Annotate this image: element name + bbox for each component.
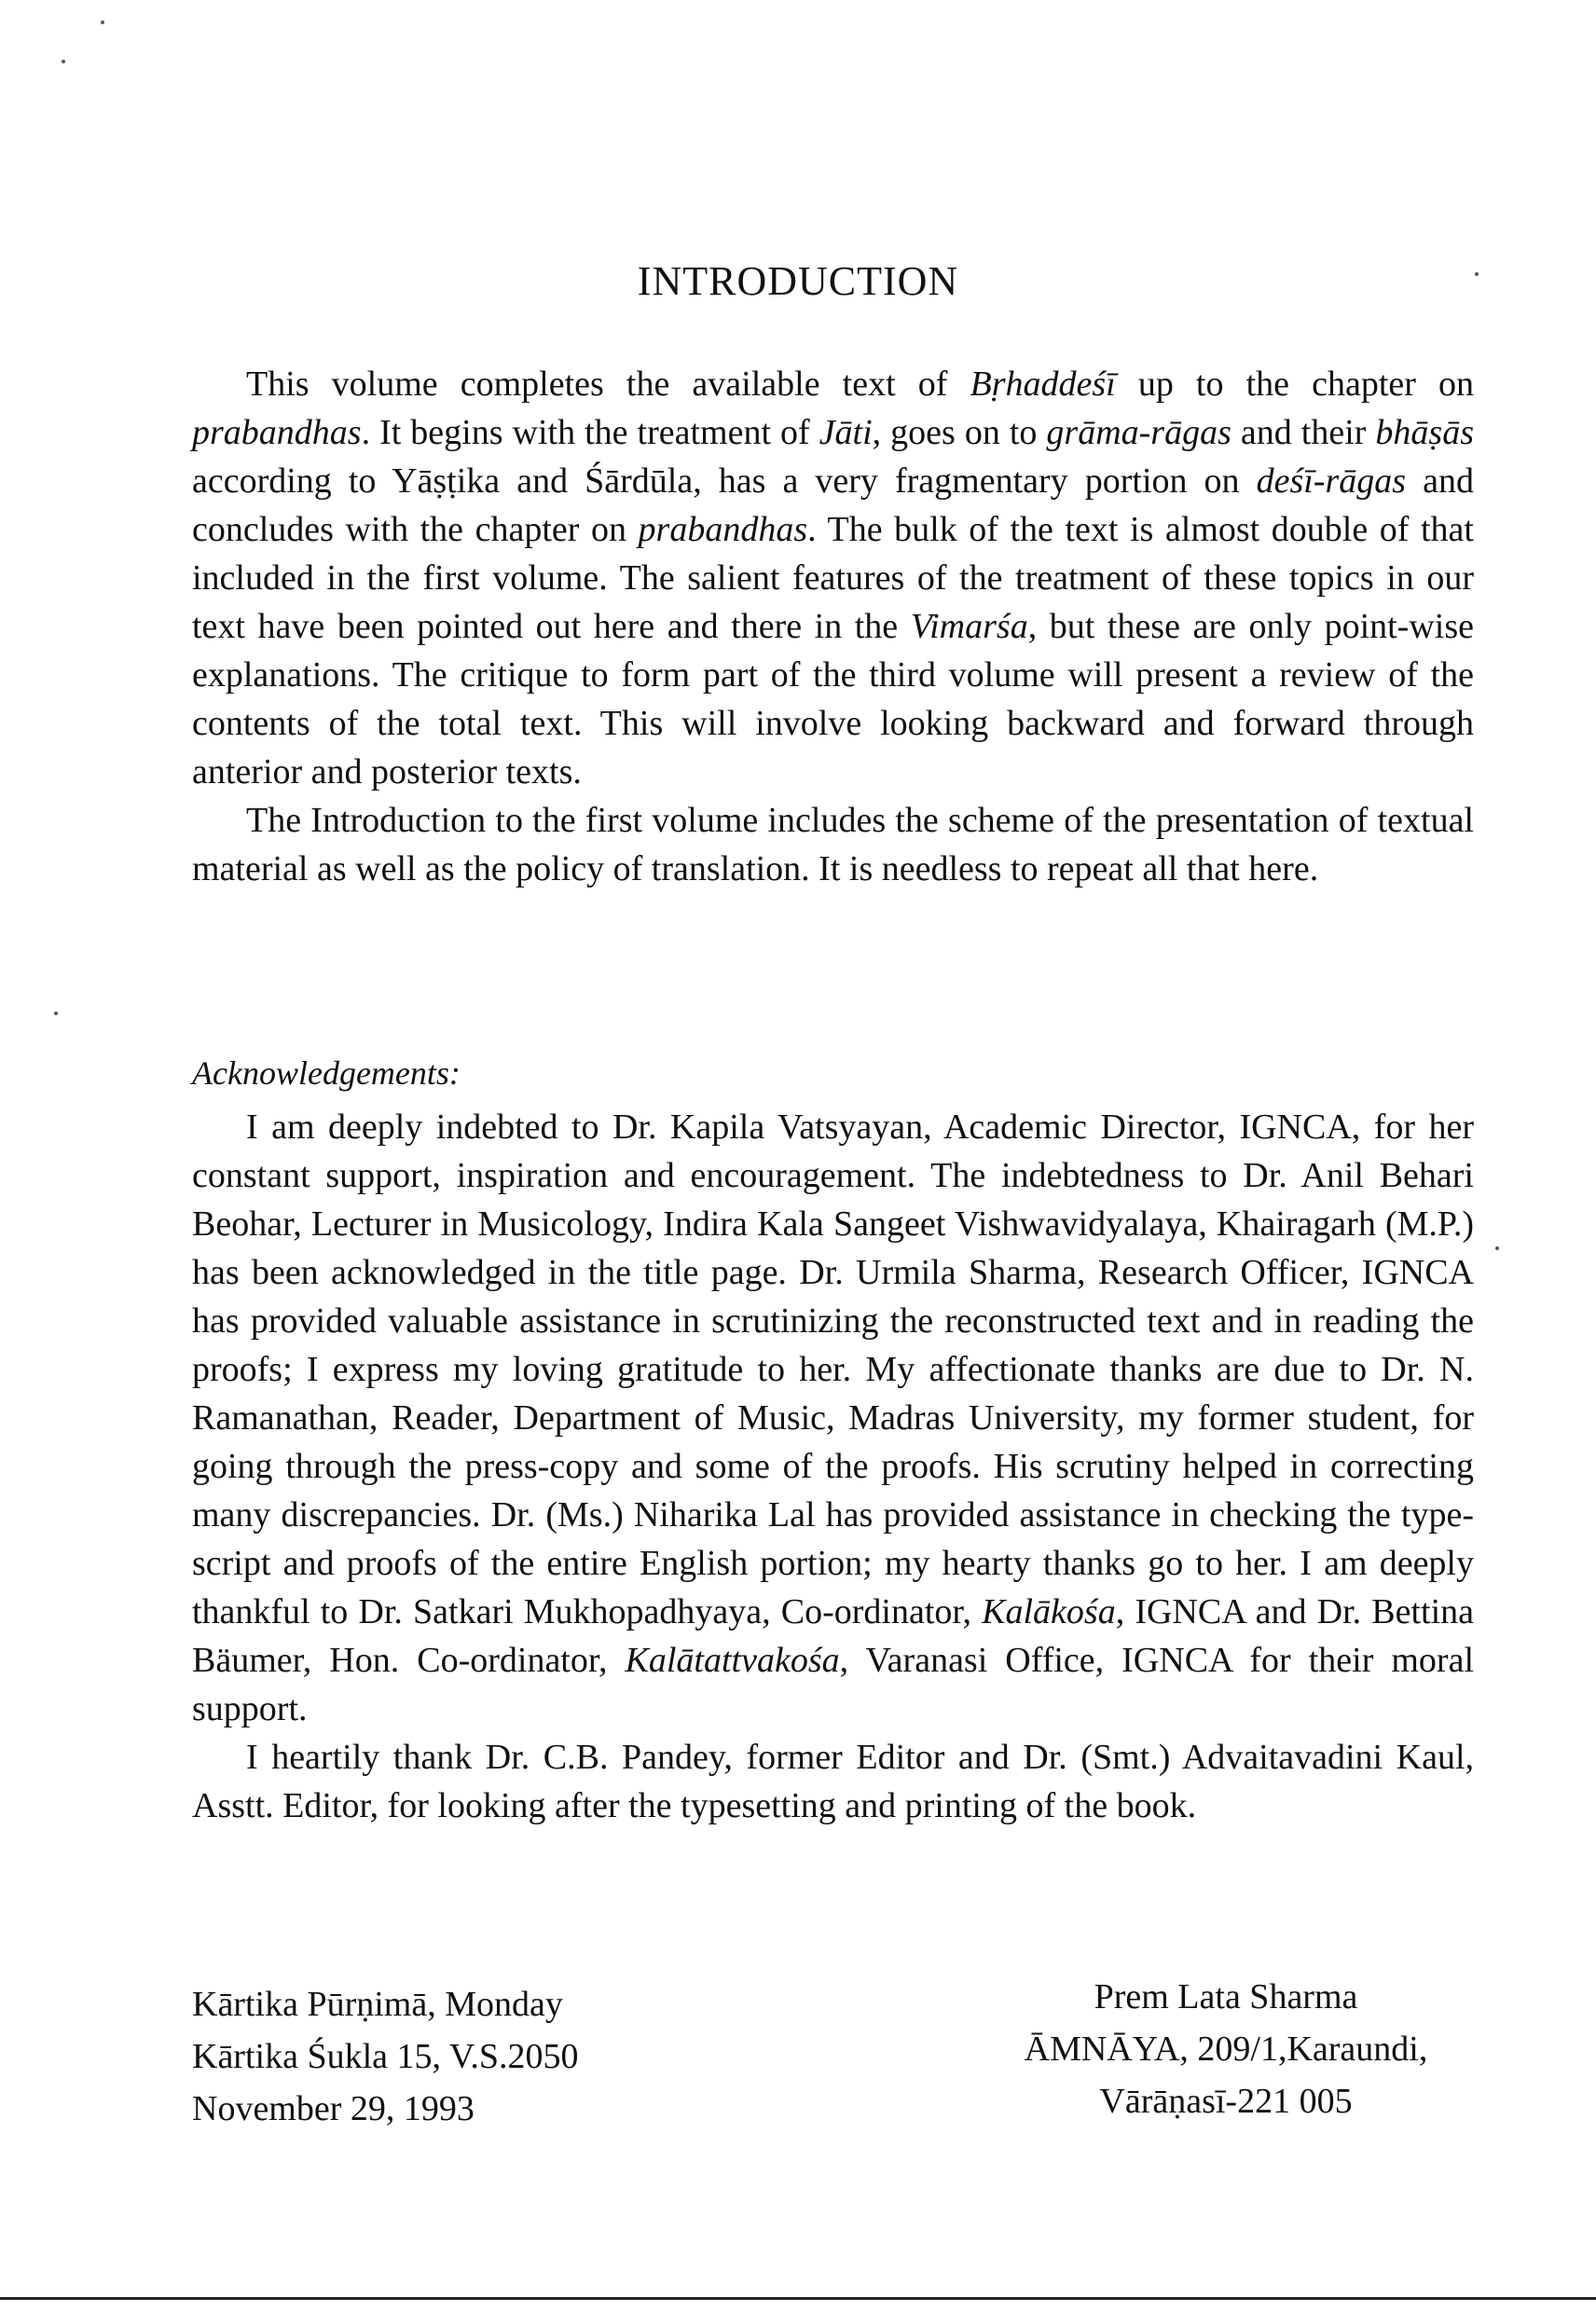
italic-term: Jāti (819, 413, 873, 452)
text-run: This volume completes the available text of (246, 365, 970, 404)
introduction-section (192, 360, 1474, 893)
author-block (956, 1971, 1496, 2127)
text-run: I am deeply indebted to Dr. Kapila Vatsyayan, Academic Director, IGNCA, for her constant support, inspiration and encouragement. The indebtedness to Dr. Anil Behari Beohar, Lecturer in Musicology, Indira Kala Sangeet Vishwavidyalaya, Khairagarh (M.P.) has been acknowledged in the title page. Dr. Urmila Sharma, Research Officer, IGNCA has provided valuable assistance in scrutinizing the reconstructed text and in reading the proofs; I express my loving gratitude to her. My affectionate thanks are due to Dr. N. Ramanathan, Reader, Department of Music, Madras University, my former student, for going through the press-copy and some of the proofs. His scrutiny helped in correcting many discrepancies. Dr. (Ms.) Niharika Lal has provided assistance in checking the type-script and proofs of the entire English portion; my hearty thanks go to her. I am deeply thankful to Dr. Satkari Mukhopadhyaya, Co-ordinator, (192, 1108, 1474, 1631)
scan-speck (1475, 272, 1479, 276)
date-block (192, 1978, 579, 2135)
italic-term: deśī-rāgas (1256, 461, 1407, 501)
text-run: , Varanasi Office, IGNCA for their moral support. (192, 1641, 1474, 1728)
text-run: up to the chapter on (1115, 365, 1475, 404)
text-run: . It begins with the treatment of (361, 413, 819, 452)
text-run: according to Yāṣṭika and Śārdūla, has a very fragmentary portion on (192, 461, 1257, 501)
date-line-2: Kārtika Śukla 15, V.S.2050 (192, 2037, 579, 2076)
scan-speck (54, 1012, 58, 1015)
italic-term: Bṛhaddeśī (970, 365, 1116, 404)
author-name: Prem Lata Sharma (1094, 1977, 1358, 2016)
acknowledgements-heading: Acknowledgements: (192, 1054, 461, 1092)
italic-term: prabandhas (638, 510, 808, 549)
acknowledgements-section (192, 1049, 1474, 1830)
author-address-line-2: Vārāṇasī-221 005 (1099, 2082, 1353, 2121)
italic-term: prabandhas (192, 413, 362, 452)
acknowledgements-paragraph-1 (192, 1103, 1474, 1733)
date-line-1: Kārtika Pūrṇimā, Monday (192, 1985, 563, 2024)
bottom-rule (0, 2297, 1596, 2300)
text-run: . The bulk of the text is almost double of that included in the first volume. The salient features of the treatment of these topics in our text have been pointed out here and there in the (192, 510, 1474, 646)
acknowledgements-paragraph-2: I heartily thank Dr. C.B. Pandey, former Editor and Dr. (Smt.) Advaitavadini Kaul, Asstt. Editor, for looking after the typesetting and printing of the book. (192, 1738, 1474, 1825)
italic-term: Vimarśa (910, 607, 1028, 646)
italic-term: Kalātattvakośa (625, 1641, 840, 1680)
italic-term: grāma-rāgas (1046, 413, 1231, 452)
date-line-3: November 29, 1993 (192, 2089, 475, 2128)
text-run: and their (1231, 413, 1376, 452)
intro-paragraph-2: The Introduction to the first volume includes the scheme of the presentation of textual material as well as the policy of translation. It is needless to repeat all that here. (192, 801, 1474, 888)
scan-speck (101, 21, 104, 24)
page-title: INTRODUCTION (637, 258, 959, 304)
text-run: , IGNCA and Dr. Bettina Bäumer, Hon. Co-ordinator, (192, 1592, 1474, 1680)
text-run: , but these are only point-wise explanations. The critique to form part of the third volume will present a review of the contents of the total text. This will involve looking backward and forward through anterior and posterior texts. (192, 607, 1474, 791)
intro-paragraph-1 (192, 360, 1474, 796)
text-run: , goes on to (872, 413, 1047, 452)
scan-speck (62, 60, 65, 63)
author-address-line-1: ĀMNĀYA, 209/1,Karaundi, (1024, 2030, 1428, 2069)
scan-speck (1495, 1246, 1499, 1250)
italic-term: Kalākośa (982, 1592, 1116, 1631)
italic-term: bhāṣās (1375, 413, 1474, 452)
text-run: and concludes with the chapter on (192, 461, 1475, 549)
